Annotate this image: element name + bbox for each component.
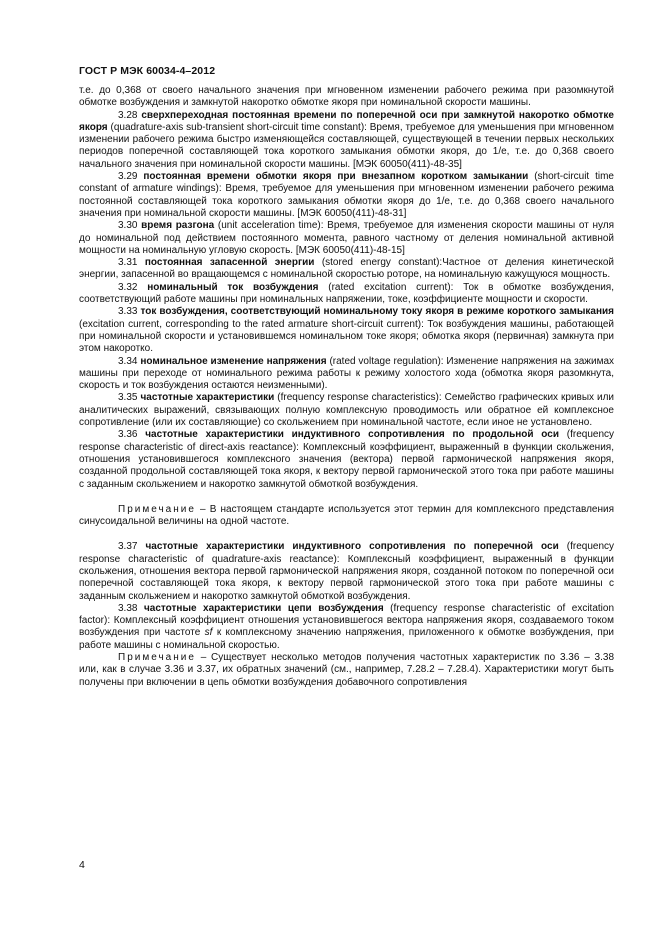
clause-term: номинальный ток возбуждения [147,281,319,293]
clause-3-30 [79,220,614,257]
document-header: ГОСТ Р МЭК 60034-4–2012 [79,65,216,77]
clause-number: 3.35 [118,392,138,404]
document-body [79,85,614,689]
clause-3-32 [79,282,614,307]
clause-3-28 [79,110,614,171]
clause-term: частотные характеристики индуктивного сопротивления по поперечной оси [145,541,559,553]
note-text: – Существует несколько методов получения частотных характеристик по 3.36 – 3.38 или, как в случае 3.36 и 3.37, их обратных значений (см., например, 7.28.2 – 7.28.4). Характеристики могут быть получены при включении в цепь обмотки возбуждения добавочного сопротивления [79,652,615,688]
clause-term: номинальное изменение напряжения [140,355,327,367]
clause-text: (frequency response characteristic of direct-axis reactance): Комплексный коэффициент, выраженный в функции скольжения, отношения установившегося комплексного значения (вектора) первой гармонической напряжения якоря, созданной продольной составляющей тока якоря, к вектору первой гармонической этого тока при работе машины с заданным скольжением и накоротко замкнутой обмоткой возбуждения. [79,429,615,490]
clause-3-35 [79,392,614,429]
clause-term: сверхпереходная постоянная времени по поперечной оси при замкнутой накоротко обмотке якоря [79,109,614,133]
clause-number: 3.37 [118,541,138,553]
clause-text: (stored energy constant):Частное от деления кинетической энергии, запасенной во вращающемся с номинальной скоростью роторе, на номинальную кажущуюся мощность. [79,257,614,281]
clause-3-37 [79,541,614,602]
clause-term: ток возбуждения, соответствующий номинальному току якоря в режиме короткого замыкания [140,306,615,318]
note-label: Примечание [118,652,196,664]
clause-text: (quadrature-axis sub-transient short-circuit time constant): Время, требуемое для уменьшения при мгновенном изменении рабочего режима быстро изменяющейся составляющей, существующей в течении первых нескольких периодов поперечной составляющей тока короткого замыкания обмотки якоря, до 1/е, т.е. до 0,368 своего начального значения при номинальной скорости машины. [МЭК 60050(411)-48-35] [79,121,615,170]
clause-3-29 [79,171,614,220]
clause-number: 3.36 [118,429,138,441]
clause-text: (unit acceleration time): Время, требуемое для изменения скорости машины от нуля до номинальной под действием постоянного момента, равного частному от деления номинальной активной мощности на номинальную угловую скорость. [МЭК 60050(411)-48-15] [79,220,615,256]
clause-text: (rated excitation current): Ток в обмотке возбуждения, соответствующий работе машины при номинальных напряжении, токе, коэффициенте мощности и скорости. [79,281,615,306]
clause-3-34 [79,356,614,393]
clause-3-38 [79,603,614,652]
paragraph-continuation: т.е. до 0,368 от своего начального значения при мгновенном изменении рабочего режима при разомкнутой обмотке возбуждения и замкнутой накоротко обмотке якоря при номинальной скорости машины. [79,85,614,109]
clause-3-31 [79,257,614,282]
clause-text: (frequency response characteristics): Семейство графических кривых или аналитических выражений, связывающих полную комплексную проводимость или обратное ей комплексное сопротивление (или их составляющие) со скольжением при номинальной частоте, если иное не установлено. [79,392,615,429]
clause-term: частотные характеристики [140,392,275,404]
clause-number: 3.30 [118,220,138,232]
clause-variable-sf: sf [204,627,213,639]
clause-number: 3.33 [118,306,138,318]
note-label: Примечание [118,503,196,515]
note-1 [79,504,614,529]
clause-3-33 [79,306,614,355]
clause-term: время разгона [141,220,215,232]
clause-term: постоянная запасенной энергии [144,257,315,269]
clause-term: частотные характеристики цепи возбуждения [143,602,384,614]
clause-3-36 [79,429,614,490]
clause-text: (frequency response characteristic of quadrature-axis reactance): Комплексный коэффициент, выраженный в функции скольжения, отношения вектора первой гармонической напряжения якоря, созданной потоком по поперечной оси поперечной составляющей тока якоря, к вектору первой гармонической этого тока при работе машины с заданным скольжением и накоротко замкнутой обмоткой возбуждения. [79,541,615,602]
clause-number: 3.31 [118,257,138,269]
note-text: – В настоящем стандарте используется этот термин для комплексного представления синусоидальной величины на одной частоте. [79,503,614,528]
clause-number: 3.28 [118,109,138,121]
clause-text: (frequency response characteristic of excitation factor): Комплексный коэффициент отношения установившегося вектора напряжения якоря, создаваемого током возбуждения при частоте [79,602,615,639]
clause-term: частотные характеристики индуктивного сопротивления по продольной оси [145,429,559,441]
clause-text: к комплексному значению напряжения, приложенного к обмотке возбуждения, при работе машины с номинальной скоростью. [79,627,614,651]
clause-number: 3.29 [118,171,138,183]
note-2 [79,652,614,689]
clause-text: (short-circuit time constant of armature windings): Время, требуемое для уменьшения при мгновенном изменении рабочего режима постоянной составляющей тока короткого замыкания обмотки якоря до 1/е, т.е. до 0,368 своего начального значения при номинальной скорости машины. [МЭК 60050(411)-48-31] [79,171,614,219]
clause-number: 3.32 [118,281,138,293]
clause-term: постоянная времени обмотки якоря при внезапном коротком замыкании [143,171,529,183]
clause-text: (excitation current, corresponding to the rated armature short-circuit current): Ток возбуждения машины, работающей при номинальной скорости и установившемся номинальном токе якоря; обмотка якоря (первичная) замкнута при этом накоротко. [79,318,614,355]
clause-text: (rated voltage regulation): Изменение напряжения на зажимах машины при переходе от номинального режима работы к режиму холостого хода (обмотка якоря разомкнута, скорость и ток возбуждения остаются неизменными). [79,355,615,392]
page-number: 4 [79,859,85,871]
clause-number: 3.38 [118,602,138,614]
clause-number: 3.34 [118,355,138,367]
